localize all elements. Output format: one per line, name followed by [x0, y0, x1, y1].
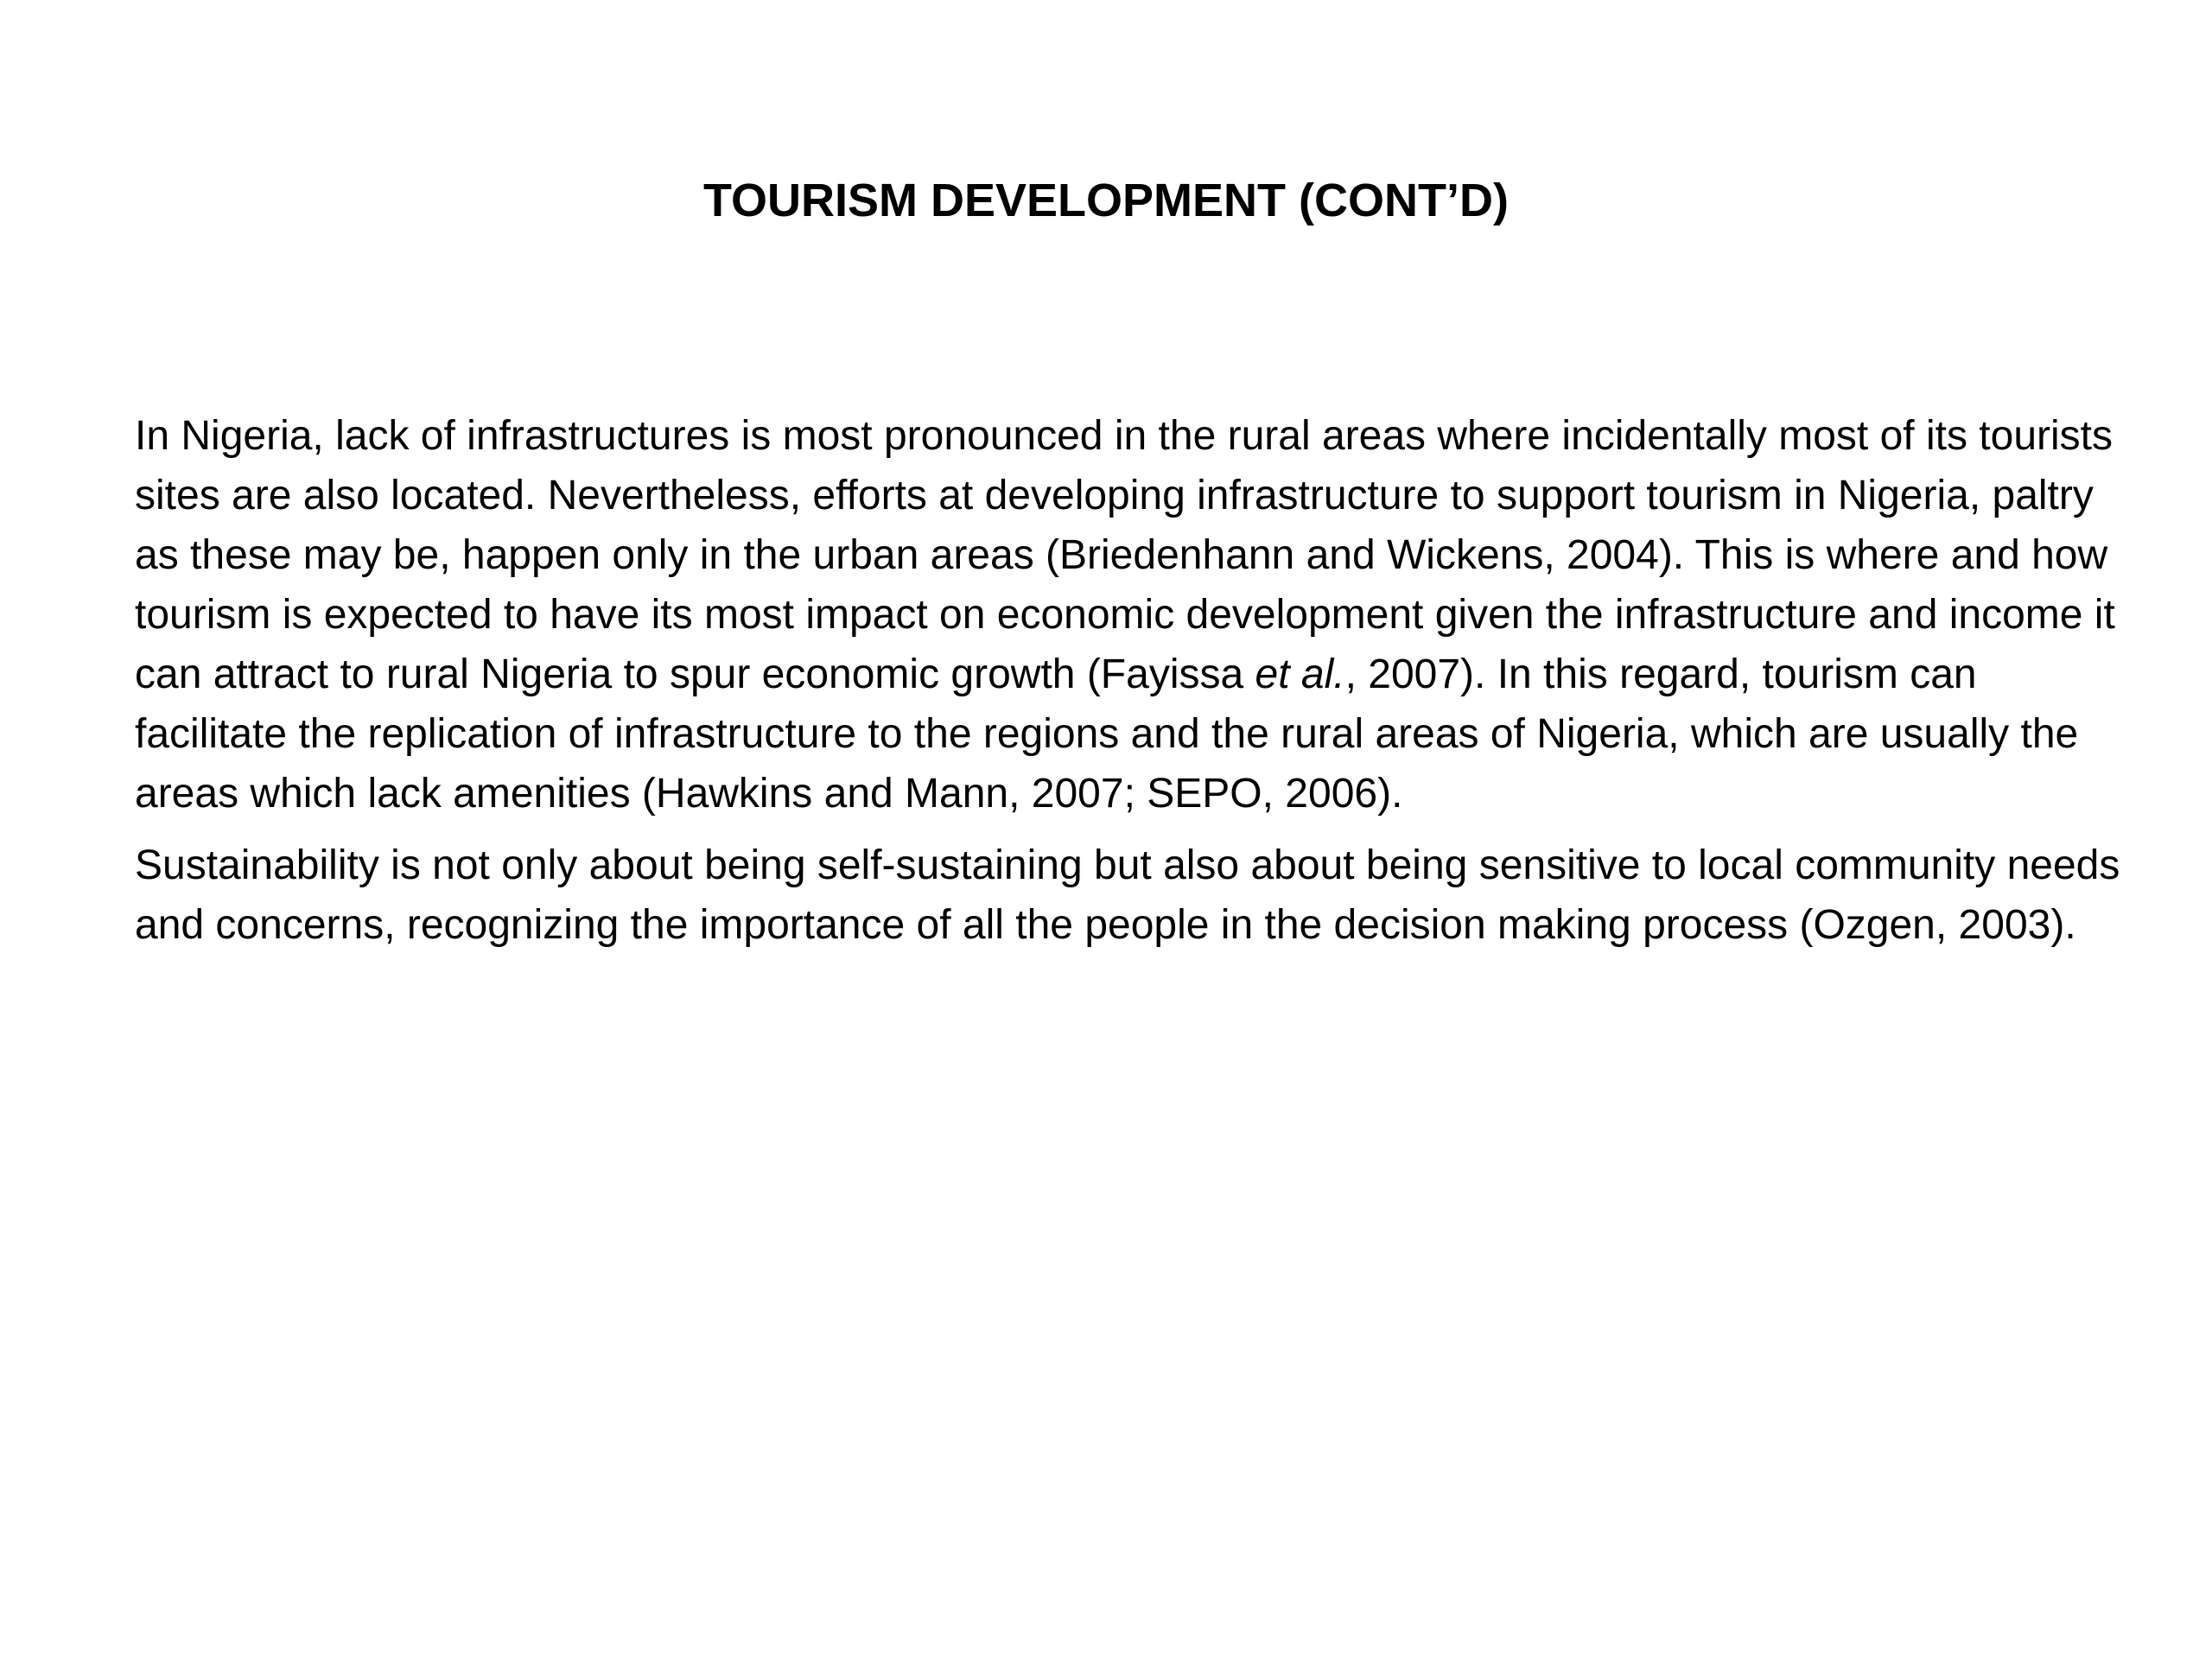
slide-body: [135, 406, 2122, 967]
paragraph-1-text-end: , 2007). In this regard, tourism can facilitate the replication of infrastructure to the regions and the rural areas of Nigeria, which are usually the areas which lack amenities (Hawkins and Mann, 2007; SEPO, 2006).: [135, 652, 2079, 817]
paragraph-sustainability: Sustainability is not only about being self-sustaining but also about being sensitive to local community needs and concerns, recognizing the importance of all the people in the decision making process (Ozgen, 2003).: [135, 842, 2120, 948]
slide-title: TOURISM DEVELOPMENT (CONT’D): [702, 175, 1509, 226]
paragraph-infrastructure: [135, 406, 2122, 823]
paragraph-1-italic-et-al: et al.: [1255, 652, 1345, 697]
paragraph-1-text-start: In Nigeria, lack of infrastructures is most pronounced in the rural areas where incidentally most of its tourists sites are also located. Nevertheless, efforts at developing infrastructure to support tourism in Nigeria, paltry as these may be, happen only in the urban areas (Briedenhann and Wickens, 2004). This is where and how tourism is expected to have its most impact on economic development given the infrastructure and income it can attract to rural Nigeria to spur economic growth (Fayissa: [135, 413, 2115, 697]
